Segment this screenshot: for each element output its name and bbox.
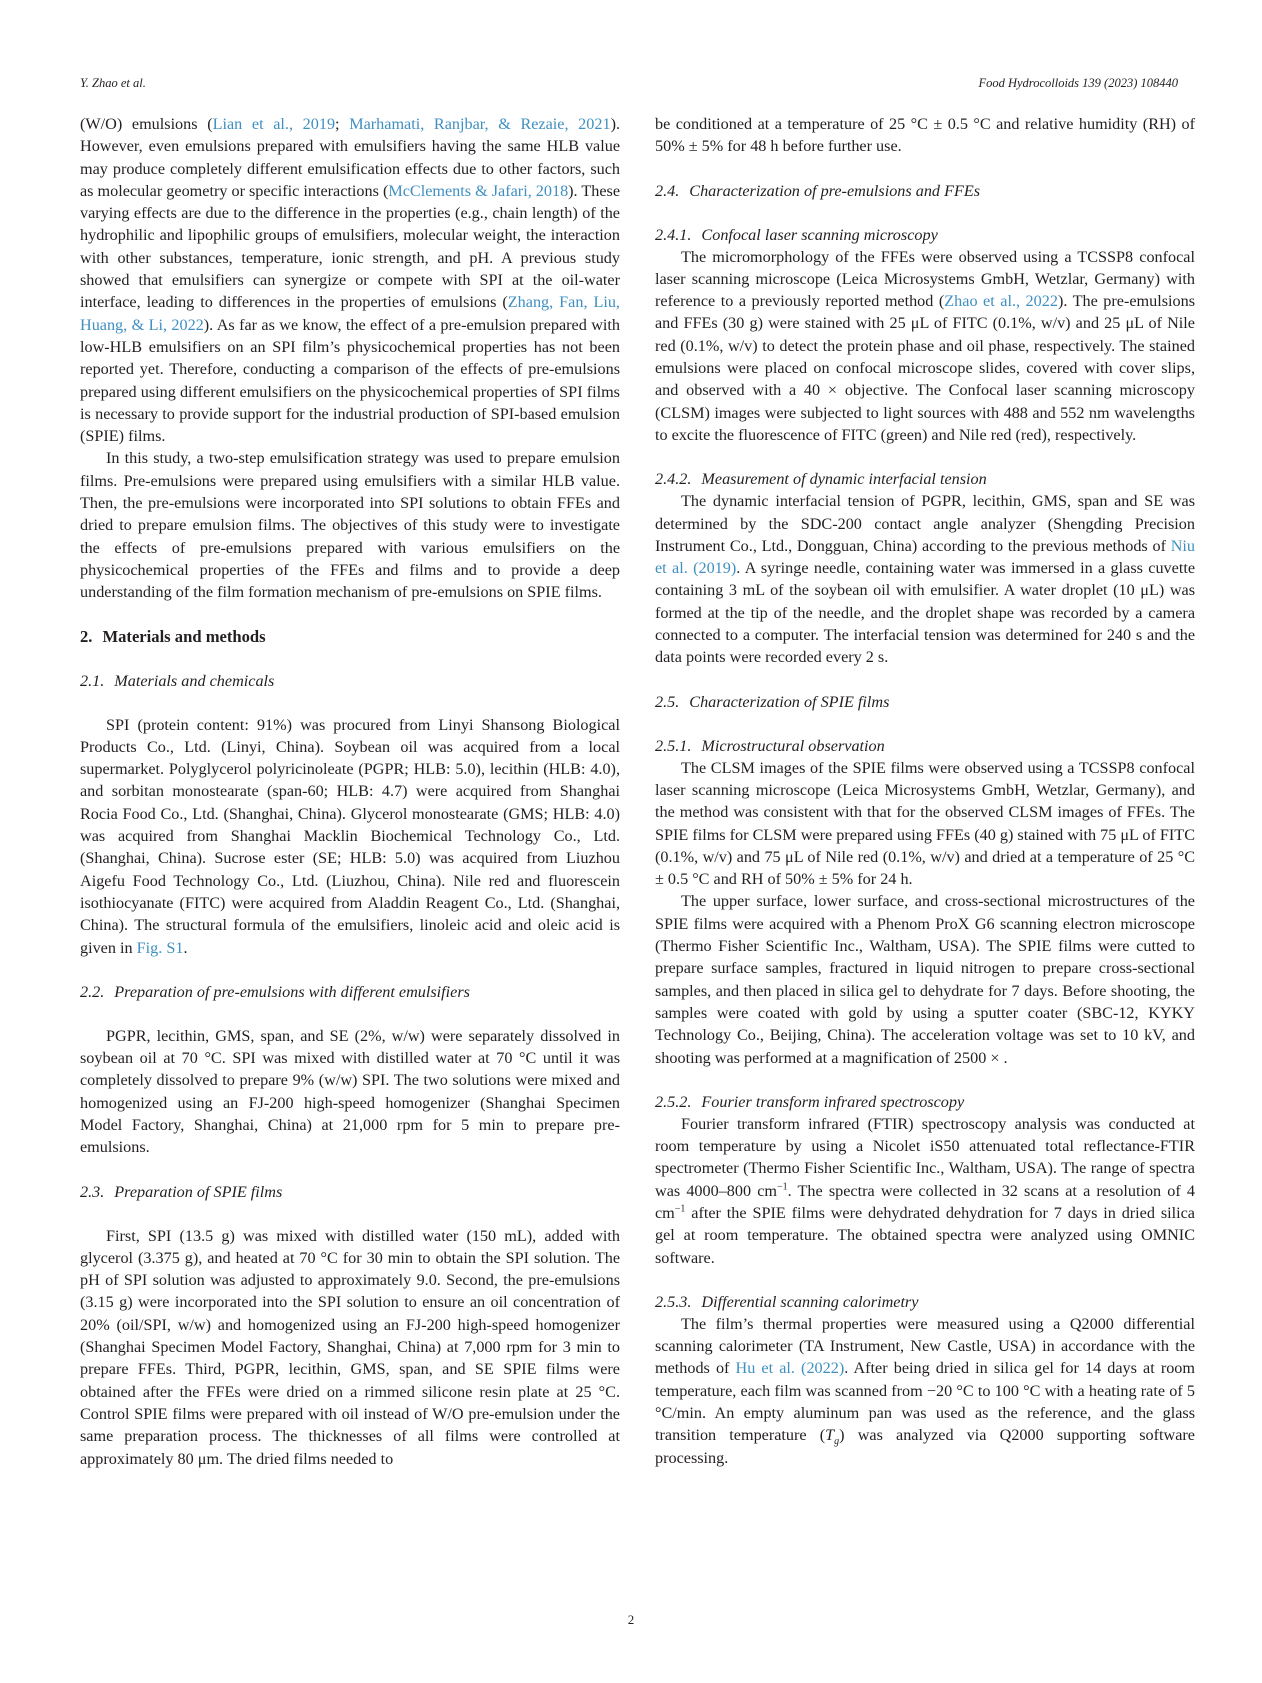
subsection-heading-2-4: 2.4. Characterization of pre-emulsions and FFEs xyxy=(655,181,981,200)
subsubsection-heading-2-4-1: 2.4.1. Confocal laser scanning microscopy xyxy=(655,225,938,244)
paragraph-sem: The upper surface, lower surface, and cross-sectional microstructures of the SPIE films were acquired with a Phenom ProX G6 scanning electron microscope (Thermo Fisher Scientific Inc., Waltham, USA). The SPIE films were cutted to prepare surface samples, fractured in liquid nitrogen to prepare cross-sectional samples, and then placed in silica gel to dehydrate for 7 days. Before shooting, the samples were coated with gold by using a sputter coater (SBC-12, KYKY Technology Co., Beijing, China). The acceleration voltage was set to 10 kV, and shooting was performed at a magnification of 2500 × . xyxy=(655,892,1195,1067)
subsubsection-heading-2-4-2: 2.4.2. Measurement of dynamic interfacial tension xyxy=(655,470,987,489)
paragraph-clsm-films: The CLSM images of the SPIE films were observed using a TCSSP8 confocal laser scanning microscope (Leica Microsystems GmbH, Wetzlar, Germany), and the method was consistent with that for the observed CLSM images of FFEs. The SPIE films for CLSM were prepared using FFEs (40 g) stained with 75 μL of FITC (0.1%, w/v) and 75 μL of Nile red (0.1%, w/v) and dried at a temperature of 25 °C ± 0.5 °C and RH of 50% ± 5% for 24 h. xyxy=(655,758,1195,889)
intro-paragraph-1: (W/O) emulsions (Lian et al., 2019; Marhamati, Ranjbar, & Rezaie, 2021). However, even emulsions prepared with emulsifiers having the same HLB value may produce completely different emulsification effects due to other factors, such as molecular geometry or specific interactions (McClements & Jafari, 2018). These varying effects are due to the difference in the properties (e.g., chain length) of the hydrophilic and lipophilic groups of emulsifiers, molecular weight, the interaction with other substances, temperature, ionic strength, and pH. A previous study showed that emulsifiers can synergize or compete with SPI at the oil-water interface, leading to differences in the properties of emulsions (Zhang, Fan, Liu, Huang, & Li, 2022). As far as we know, the effect of a pre-emulsion prepared with low-HLB emulsifiers on an SPI film’s physicochemical properties has not been reported yet. Therefore, conducting a comparison of the effects of pre-emulsions prepared using different emulsifiers on the physicochemical properties of SPI films is necessary to provide support for the industrial production of SPI-based emulsion (SPIE) films. xyxy=(80,115,621,446)
paragraph-materials: SPI (protein content: 91%) was procured from Linyi Shansong Biological Products Co., Ltd. (Linyi, China). Soybean oil was acquired from a local supermarket. Polyglycerol polyricinoleate (PGPR; HLB: 5.0), lecithin (HLB: 4.0), and sorbitan monostearate (span-60; HLB: 4.7) were acquired from Shanghai Rocia Food Co., Ltd. (Shanghai, China). Glycerol monostearate (GMS; HLB: 4.0) was acquired from Shanghai Macklin Biochemical Technology Co., Ltd. (Shanghai, China). Sucrose ester (SE; HLB: 5.0) was acquired from Liuzhou Aigefu Food Technology Co., Ltd. (Liuzhou, China). Nile red and fluorescein isothiocyanate (FITC) were acquired from Aladdin Reagent Co., Ltd. (Shanghai, China). The structural formula of the emulsifiers, linoleic acid and oleic acid is given in Fig. S1. xyxy=(80,715,620,957)
citation-link-zhao-2022[interactable]: Zhao et al., 2022 xyxy=(944,292,1058,311)
citation-link-lian-2019[interactable]: Lian et al., 2019 xyxy=(212,115,336,133)
running-head-authors: Y. Zhao et al. xyxy=(80,76,146,90)
figure-link-s1[interactable]: Fig. S1 xyxy=(136,938,184,957)
subsection-heading-2-5: 2.5. Characterization of SPIE films xyxy=(655,692,890,711)
continuation-paragraph: be conditioned at a temperature of 25 °C ± 0.5 °C and relative humidity (RH) of 50% ± 5% for 48 h before further use. xyxy=(655,115,1195,156)
page-number: 2 xyxy=(627,1612,635,1627)
paragraph-ftir: Fourier transform infrared (FTIR) spectroscopy analysis was conducted at room temperature by using a Nicolet iS50 attenuated total reflectance-FTIR spectrometer (Thermo Fisher Scientific Inc., Waltham, USA). The range of spectra was 4000–800 $cm^{-1}$. The spectra were collected in 32 scans at a resolution of 4 $cm^{-1}$ after the SPIE films were dehydrated dehydration for 7 days in dried silica gel at room temperature. The obtained spectra were analyzed using OMNIC software. xyxy=(655,1114,1196,1267)
subsection-heading-2-2: 2.2. Preparation of pre-emulsions with different emulsifiers xyxy=(80,982,470,1001)
subsubsection-heading-2-5-3: 2.5.3. Differential scanning calorimetry xyxy=(655,1292,919,1311)
paragraph-interfacial-tension: The dynamic interfacial tension of PGPR, lecithin, GMS, span and SE was determined by the SDC-200 contact angle analyzer (Shengding Precision Instrument Co., Ltd., Dongguan, China) according to the previous methods of Niu et al. (2019). A syringe needle, containing water was immersed in a glass cuvette containing 3 mL of the soybean oil with emulsifier. A water droplet (10 μL) was formed at the tip of the needle, and the droplet shape was recorded by a camera connected to a computer. The interfacial tension was determined for 240 s and the data points were recorded every 2 s. xyxy=(655,492,1196,667)
paragraph-spie-films: First, SPI (13.5 g) was mixed with distilled water (150 mL), added with glycerol (3.375 g), and heated at 70 °C for 30 min to obtain the SPI solution. The pH of SPI solution was adjusted to approximately 9.0. Second, the pre-emulsions (3.15 g) were incorporated into the SPI solution to ensure an oil concentration of 20% (oil/SPI, w/w) and homogenized using an FJ-200 high-speed homogenizer (Shanghai Specimen Model Factory, Shanghai, China) at 7,000 rpm for 3 min to prepare FFEs. Third, PGPR, lecithin, GMS, span, and SE SPIE films were obtained after the FFEs were dried on a rimmed silicone resin plate at 25 °C. Control SPIE films were prepared with oil instead of W/O pre-emulsion under the same preparation process. The thicknesses of all films were controlled at approximately 80 μm. The dried films needed to xyxy=(80,1226,620,1468)
paragraph-clsm: The micromorphology of the FFEs were observed using a TCSSP8 confocal laser scanning microscope (Leica Microsystems GmbH, Wetzlar, Germany) with reference to a previously reported method (Zhao et al., 2022). The pre-emulsions and FFEs (30 g) were stained with 25 μL of FITC (0.1%, w/v) and 25 μL of Nile red (0.1%, w/v) to detect the protein phase and oil phase, respectively. The stained emulsions were placed on confocal microscope slides, covered with cover slips, and observed with a 40 × objective. The Confocal laser scanning microscopy (CLSM) images were subjected to light sources with 488 and 552 nm wavelengths to excite the fluorescence of FITC (green) and Nile red (red), respectively. xyxy=(655,247,1195,444)
right-column xyxy=(655,113,1195,1469)
subsection-heading-2-3: 2.3. Preparation of SPIE films xyxy=(80,1182,283,1201)
citation-link-zhang-2022[interactable]: Zhang, Fan, Liu, Huang, & Li, 2022 xyxy=(80,293,620,334)
subsubsection-heading-2-5-2: 2.5.2. Fourier transform infrared spectroscopy xyxy=(655,1092,965,1111)
subsubsection-heading-2-5-1: 2.5.1. Microstructural observation xyxy=(655,736,885,755)
citation-link-niu-2019[interactable]: Niu et al. (2019) xyxy=(655,536,1195,578)
paragraph-pre-emulsions: PGPR, lecithin, GMS, span, and SE (2%, w/w) were separately dissolved in soybean oil at 70 °C. SPI was mixed with distilled water at 70 °C until it was completely dissolved to prepare 9% (w/w) SPI. The two solutions were mixed and homogenized using an FJ-200 high-speed homogenizer (Shanghai Specimen Model Factory, Shanghai, China) at 21,000 rpm for 5 min to prepare pre-emulsions. xyxy=(80,1026,620,1157)
left-column xyxy=(80,113,620,1470)
intro-paragraph-2: In this study, a two-step emulsification strategy was used to prepare emulsion films. Pre-emulsions were prepared using emulsifiers with a similar HLB value. Then, the pre-emulsions were incorporated into SPI solutions to obtain FFEs and dried to prepare emulsion films. The objectives of this study were to investigate the effects of pre-emulsions prepared with various emulsifiers on the physicochemical properties of the FFEs and films and to provide a deep understanding of the film formation mechanism of pre-emulsions on SPIE films. xyxy=(80,449,620,602)
subsection-heading-2-1: 2.1. Materials and chemicals xyxy=(80,671,275,690)
paragraph-dsc: The film’s thermal properties were measured using a Q2000 differential scanning calorimeter (TA Instrument, New Castle, USA) in accordance with the methods of Hu et al. (2022). After being dried in silica gel for 14 days at room temperature, each film was scanned from −20 °C to 100 °C with a heating rate of 5 °C/min. An empty aluminum pan was used as the reference, and the glass transition temperature $(T_g)$ was analyzed via Q2000 supporting software processing. xyxy=(655,1314,1195,1467)
running-head-journal: Food Hydrocolloids 139 (2023) 108440 xyxy=(978,76,1178,90)
section-heading-materials-methods: 2. Materials and methods xyxy=(80,626,266,646)
citation-link-mcclements-2018[interactable]: McClements & Jafari, 2018 xyxy=(388,181,569,200)
citation-link-hu-2022[interactable]: Hu et al. (2022) xyxy=(735,1359,845,1378)
citation-link-marhamati-2021[interactable]: Marhamati, Ranjbar, & Rezaie, 2021 xyxy=(349,115,611,133)
